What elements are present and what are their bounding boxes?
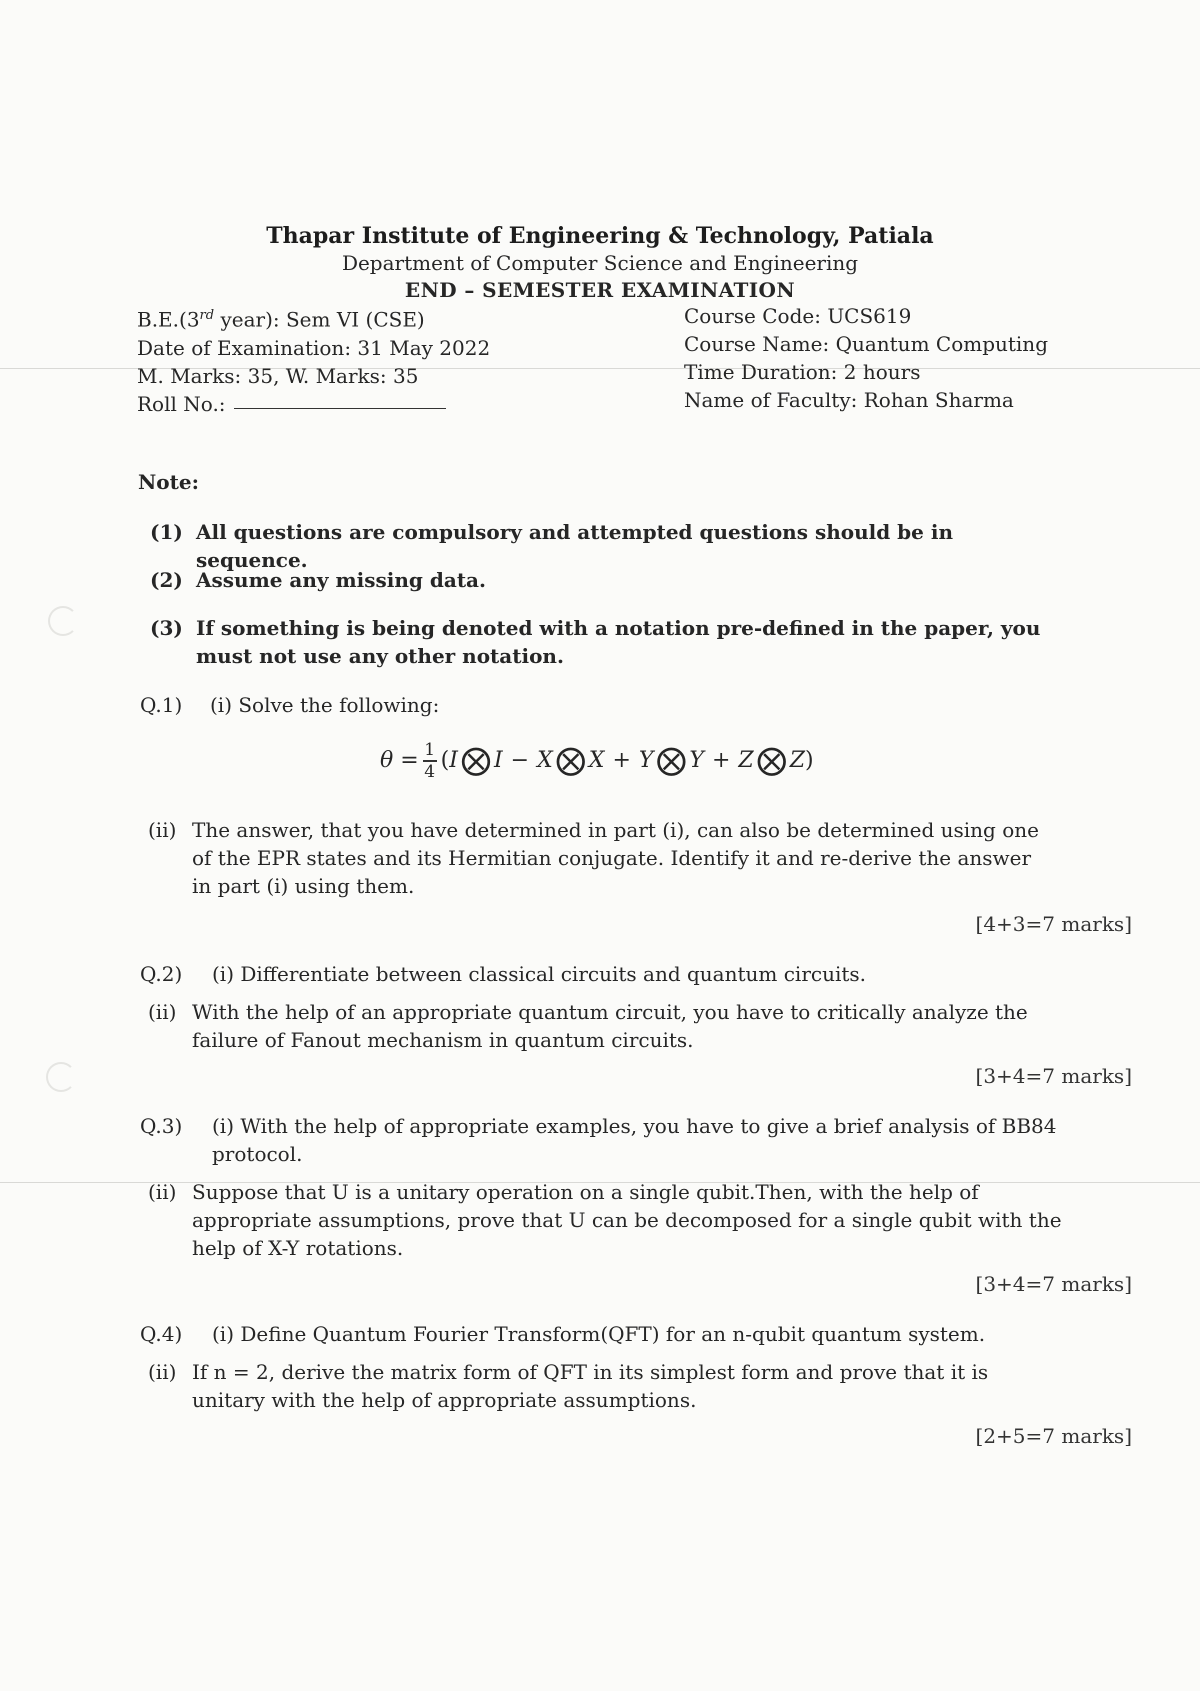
exam-date: Date of Examination: 31 May 2022 (137, 335, 491, 360)
roll-label: Roll No.: (137, 391, 226, 416)
question-text: If n = 2, derive the matrix form of QFT in its simplest form and prove that it is unitary with the help of appropriate assumptions. (192, 1360, 989, 1412)
department-name: Department of Computer Science and Engineering (341, 251, 859, 275)
note-item (150, 614, 1050, 670)
formula-term: Y (638, 748, 654, 774)
question-text: With the help of an appropriate quantum circuit, you have to critically analyze the failure of Fanout mechanism in quantum circuits. (192, 1000, 1028, 1052)
exam-meta-left (137, 302, 490, 418)
note-label: Note: (138, 470, 199, 494)
note-number: (1) (150, 520, 183, 544)
marks-label: [2+5=7 marks] (975, 1424, 1132, 1448)
question-text: The answer, that you have determined in part (i), can also be determined using one of the EPR states and its Hermitian conjugate. Identify it and re-derive the answer in part (i) using them. (192, 818, 1039, 898)
institute-name: Thapar Institute of Engineering & Technology, Patiala (266, 223, 934, 249)
marks-label: [3+4=7 marks] (975, 1272, 1132, 1296)
tensor-product-symbol: ⨂ (756, 742, 787, 778)
question-part-number: (ii) (148, 1000, 177, 1024)
time-duration: Time Duration: 2 hours (684, 360, 921, 384)
question-text: (i) Define Quantum Fourier Transform(QFT) for an n-qubit quantum system. (212, 1322, 986, 1346)
question-number: Q.2) (140, 962, 183, 986)
formula-term: I (449, 748, 458, 774)
question-4-part-2 (148, 1358, 1052, 1414)
formula-operator: + (612, 748, 631, 774)
fraction-numerator: 1 (424, 740, 436, 760)
question-part-number: (ii) (148, 818, 177, 842)
class-superscript: rd (199, 308, 215, 323)
class-suffix: year): Sem VI (CSE) (214, 307, 425, 332)
roll-number-blank (234, 407, 446, 409)
tensor-product-symbol: ⨂ (656, 742, 687, 778)
formula-term: X (537, 748, 553, 774)
punch-hole-mark (48, 606, 78, 636)
formula-operator: + (711, 748, 731, 774)
class-info (137, 302, 490, 334)
note-text: All questions are compulsory and attempted questions should be in sequence. (196, 520, 953, 572)
formula-term: X (588, 748, 605, 774)
tensor-formula (380, 740, 814, 782)
course-name: Course Name: Quantum Computing (684, 332, 1048, 356)
formula-term: I (493, 748, 503, 774)
question-text: Suppose that U is a unitary operation on a single qubit.Then, with the help of appropriate assumptions, prove that U can be decomposed for a single qubit with the help of X-Y rotations. (192, 1180, 1062, 1260)
exam-title: END – SEMESTER EXAMINATION (404, 278, 796, 302)
note-text: Assume any missing data. (196, 568, 486, 592)
question-3-part-1 (140, 1112, 1070, 1168)
course-code: Course Code: UCS619 (684, 304, 912, 328)
formula-term: Z (738, 748, 754, 774)
punch-hole-mark (46, 1062, 76, 1092)
formula-term: Z (789, 748, 805, 774)
question-part-number: (ii) (148, 1360, 177, 1384)
marks-label: [4+3=7 marks] (975, 912, 1132, 936)
faculty-name: Name of Faculty: Rohan Sharma (684, 388, 1014, 412)
question-text: (i) Solve the following: (210, 693, 440, 717)
formula-operator: − (510, 748, 530, 774)
exam-meta-right (684, 302, 1048, 414)
question-text: (i) With the help of appropriate examples, you have to give a brief analysis of BB84 protocol. (212, 1114, 1057, 1166)
question-1-part-2 (148, 816, 1048, 900)
marks-label: [3+4=7 marks] (975, 1064, 1132, 1088)
fraction-denominator: 4 (424, 761, 436, 782)
question-number: Q.4) (140, 1322, 183, 1346)
exam-header (0, 222, 1200, 304)
formula-fraction (423, 740, 437, 782)
formula-close-paren: ) (804, 748, 814, 774)
note-number: (3) (150, 616, 183, 640)
question-part-number: (ii) (148, 1180, 177, 1204)
tensor-product-symbol: ⨂ (460, 742, 491, 778)
question-3-part-2 (148, 1178, 1068, 1262)
note-number: (2) (150, 568, 183, 592)
question-1-part-1 (140, 691, 1040, 719)
exam-marks: M. Marks: 35, W. Marks: 35 (137, 363, 419, 388)
formula-term: Y (689, 748, 704, 774)
formula-lhs: θ = (380, 748, 419, 774)
note-item (150, 566, 1070, 594)
question-4-part-1 (140, 1320, 1060, 1348)
question-number: Q.3) (140, 1114, 183, 1138)
note-text: If something is being denoted with a notation pre-defined in the paper, you must not use any other notation. (196, 616, 1041, 668)
question-2-part-2 (148, 998, 1052, 1054)
roll-number (137, 390, 490, 418)
class-prefix: B.E.(3 (137, 307, 200, 332)
question-2-part-1 (140, 960, 1040, 988)
formula-open-paren: ( (440, 748, 450, 774)
question-number: Q.1) (140, 693, 183, 717)
question-text: (i) Differentiate between classical circuits and quantum circuits. (212, 962, 867, 986)
tensor-product-symbol: ⨂ (555, 742, 586, 778)
